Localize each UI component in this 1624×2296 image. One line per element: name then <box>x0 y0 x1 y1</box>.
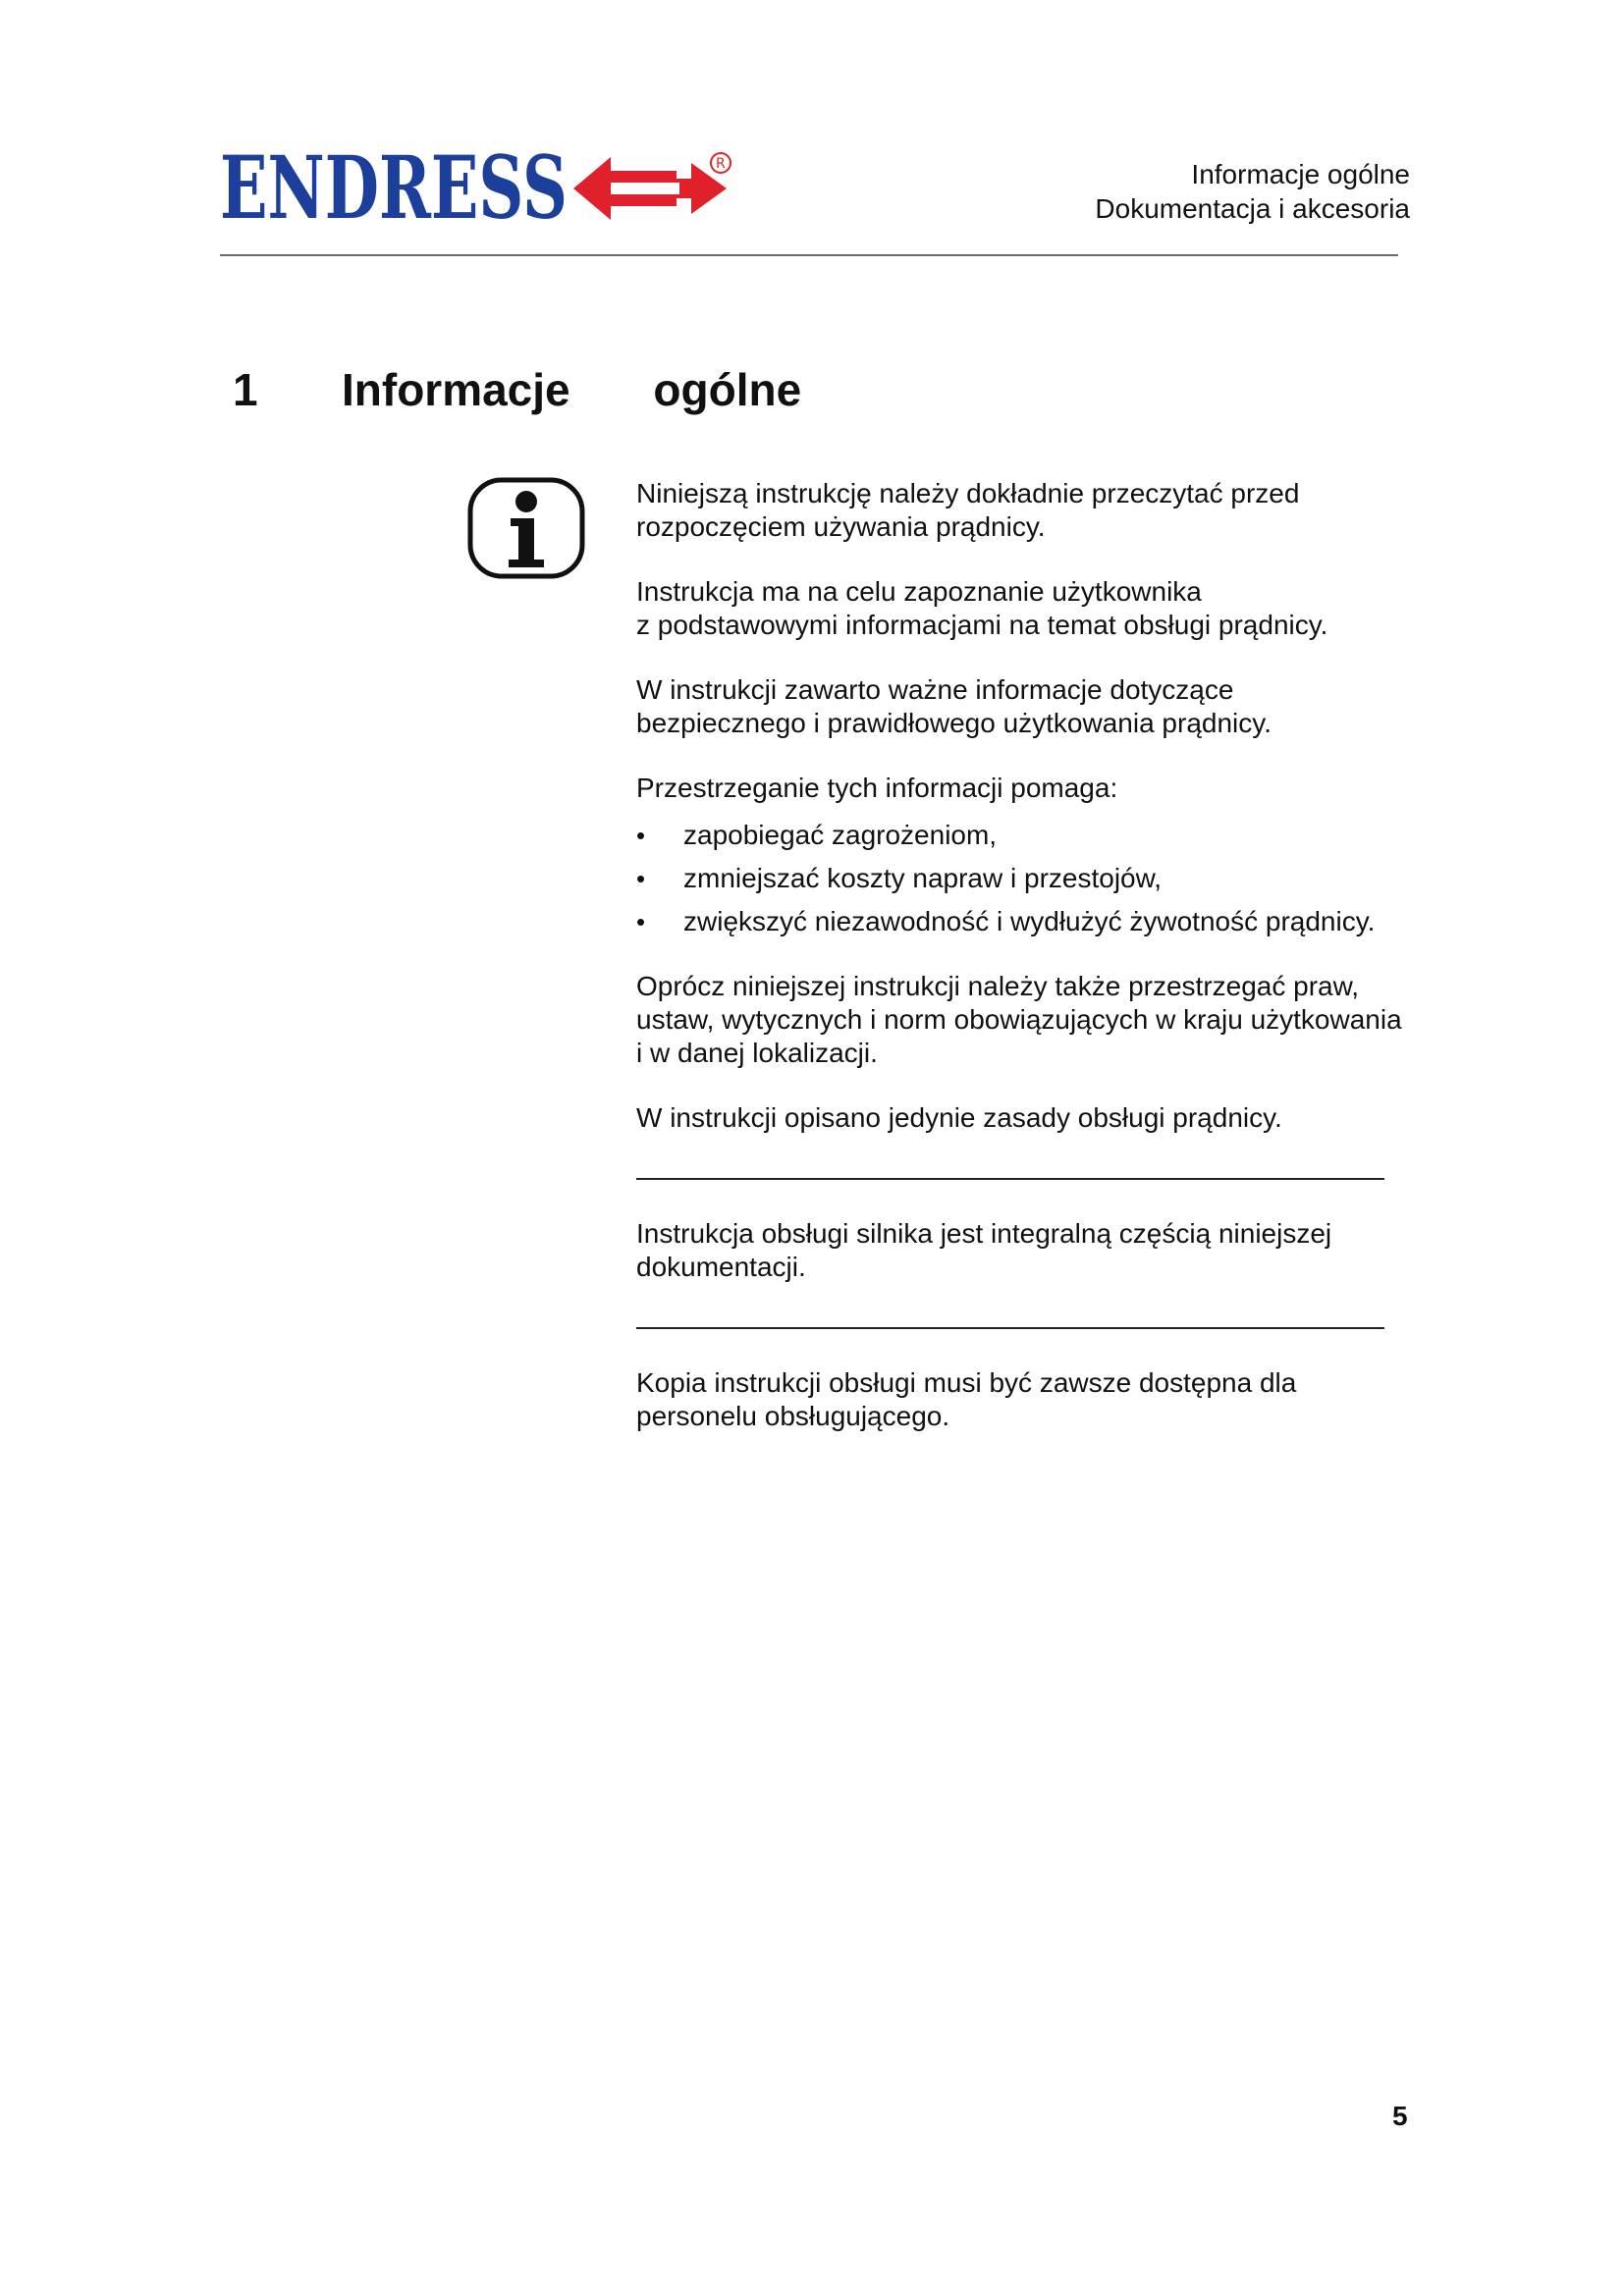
double-arrow-logo-icon <box>573 157 727 220</box>
list-item-text: zmniejszać koszty napraw i przestojów, <box>683 863 1163 893</box>
chapter-title: Informacje ogólne <box>342 364 802 415</box>
paragraph <box>636 575 1422 642</box>
paragraph: W instrukcji opisano jedynie zasady obsługi prądnicy. <box>636 1102 1282 1133</box>
chapter-number: 1 <box>233 364 258 415</box>
list-item-text: zwiększyć niezawodność i wydłużyć żywotność prądnicy. <box>683 906 1376 936</box>
header-divider <box>220 254 1398 256</box>
bullet-icon: • <box>636 907 646 936</box>
header-section-subtitle: Dokumentacja i akcesoria <box>1095 193 1410 224</box>
divider <box>636 1178 1384 1180</box>
paragraph: W instrukcji zawarto ważne informacje dotyczące bezpiecznego i prawidłowego użytkowania prądnicy. <box>636 674 1272 738</box>
bullet-icon: • <box>636 821 646 850</box>
divider <box>636 1327 1384 1329</box>
list-item <box>636 905 1422 938</box>
bullet-list <box>636 819 1422 938</box>
svg-text:ENDRESS: ENDRESS <box>220 139 568 238</box>
header-section-title: Informacje ogólne <box>1191 159 1410 189</box>
paragraph: Kopia instrukcji obsługi musi być zawsze dostępna dla personelu obsługującego. <box>636 1367 1297 1431</box>
paragraph: Przestrzeganie tych informacji pomaga: <box>636 773 1118 803</box>
paragraph-line: z podstawowymi informacjami na temat obsługi prądnicy. <box>636 610 1328 640</box>
list-item <box>636 819 1422 852</box>
info-icon <box>467 477 585 579</box>
bullet-icon: • <box>636 864 646 893</box>
paragraph: Niniejszą instrukcję należy dokładnie przeczytać przed rozpoczęciem używania prądnicy. <box>636 478 1300 542</box>
paragraph-line: Instrukcja ma na celu zapoznanie użytkownika <box>636 576 1202 607</box>
endress-logo <box>220 139 740 238</box>
paragraph: Instrukcja obsługi silnika jest integralną częścią niniejszej dokumentacji. <box>636 1218 1332 1282</box>
paragraph: Oprócz niniejszej instrukcji należy także przestrzegać praw, ustaw, wytycznych i norm obowiązujących w kraju użytkowania i w danej lokalizacji. <box>636 971 1402 1068</box>
svg-text:R: R <box>716 156 726 172</box>
page-number: 5 <box>1392 2101 1408 2131</box>
list-item <box>636 862 1422 895</box>
main-content <box>636 477 1422 1433</box>
header-section-info <box>1095 157 1410 226</box>
list-item-text: zapobiegać zagrożeniom, <box>683 820 998 850</box>
